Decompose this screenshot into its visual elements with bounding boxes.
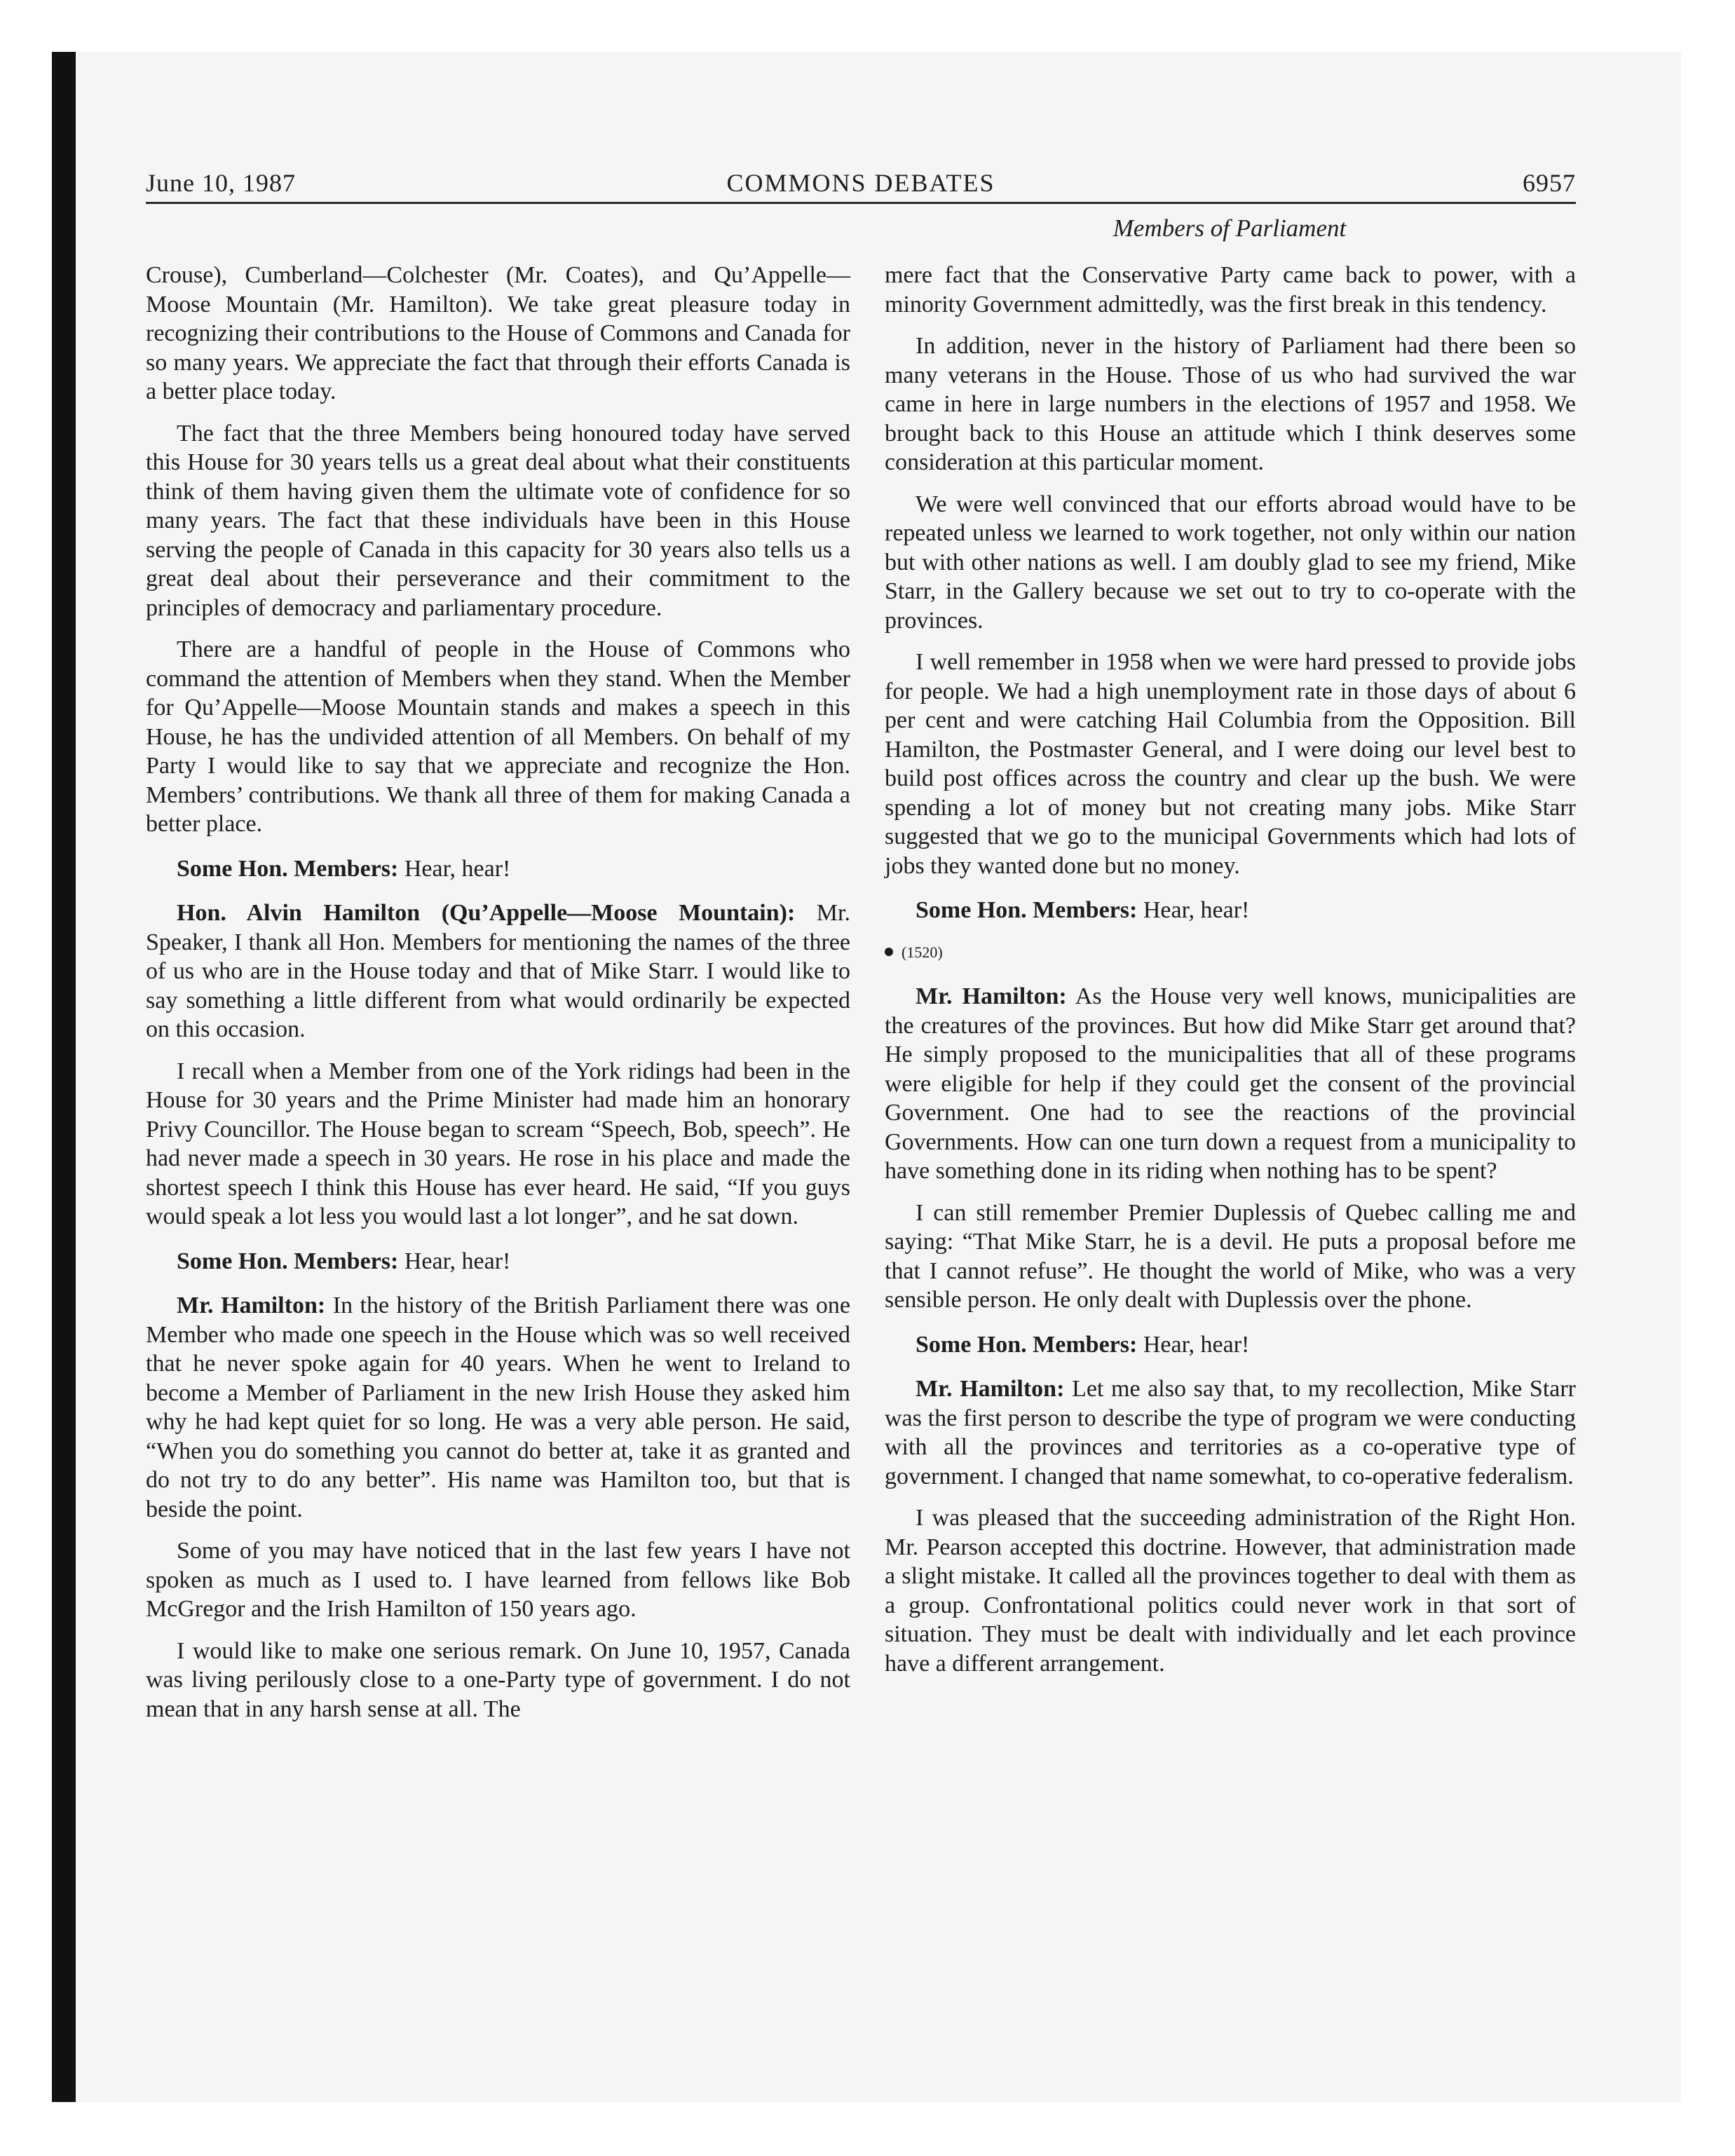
- speaker-name: Mr. Hamilton:: [916, 983, 1067, 1009]
- speech-entry: [885, 982, 1576, 1186]
- speech-text: Hear, hear!: [1137, 897, 1250, 923]
- paragraph: There are a handful of people in the House of Commons who command the attention of Members when they stand. When the Member for Qu’Appelle—Moose Mountain stands and makes a speech in this House, he has the undivided attention of all Members. On behalf of my Party I would like to say that we appreciate and recognize the Hon. Members’ contributions. We thank all three of them for making Canada a better place.: [146, 636, 850, 837]
- left-column: [146, 261, 850, 1736]
- time-marker-text: (1520): [901, 943, 943, 961]
- paragraph: The fact that the three Members being honoured today have served this House for 30 years tells us a great deal about what their constituents think of them having given them the ultimate vote of confidence for so many years. The fact that these individuals have been in this House serving the people of Canada in this capacity for 30 years also tells us a great deal about their perseverance and their commitment to the principles of democracy and parliamentary procedure.: [146, 420, 850, 621]
- header-date: June 10, 1987: [146, 169, 296, 197]
- speech-entry: [146, 1291, 850, 1524]
- speaker-name: Some Hon. Members:: [916, 1331, 1138, 1358]
- paragraph: I would like to make one serious remark. On June 10, 1957, Canada was living perilously close to a one-Party type of government. I do not mean that in any harsh sense at all. The: [146, 1637, 850, 1722]
- paragraph: Some of you may have noticed that in the last few years I have not spoken as much as I used to. I have learned from fellows like Bob McGregor and the Irish Hamilton of 150 years ago.: [146, 1538, 850, 1622]
- speech-entry: [885, 1374, 1576, 1491]
- speaker-name: Some Hon. Members:: [916, 897, 1138, 923]
- speech-entry: [146, 854, 850, 884]
- header-page-number: 6957: [1523, 169, 1576, 197]
- speech-entry: [146, 899, 850, 1044]
- page-header: [146, 168, 1576, 204]
- speech-text: Let me also say that, to my recollection, Mike Starr was the first person to describe the type of program we were conducting with all the provinces and territories as a co-operative type of government. I changed that name somewhat, to co-operative federalism.: [885, 1376, 1576, 1489]
- speech-text: Mr. Speaker, I thank all Hon. Members for mentioning the names of the three of us who are in the House today and that of Mike Starr. I would like to say something a little different from what would ordinarily be expected on this occasion.: [146, 900, 850, 1042]
- scan-edge: [52, 52, 76, 2102]
- speech-entry: [146, 1247, 850, 1276]
- section-subheading: Members of Parliament: [1113, 214, 1347, 242]
- bullet-icon: [885, 948, 893, 956]
- paragraph: mere fact that the Conservative Party came back to power, with a minority Government admittedly, was the first break in this tendency.: [885, 262, 1576, 318]
- speech-entry: [885, 896, 1576, 925]
- paragraph: In addition, never in the history of Parliament had there been so many veterans in the House. Those of us who had survived the war came in here in large numbers in the elections of 1957 and 1958. We brought back to this House an attitude which I think deserves some consideration at this particular moment.: [885, 333, 1576, 475]
- speaker-name: Some Hon. Members:: [177, 1248, 399, 1274]
- header-title: COMMONS DEBATES: [726, 169, 995, 197]
- right-column: [885, 261, 1576, 1691]
- time-marker: [885, 938, 1576, 967]
- speaker-name: Mr. Hamilton:: [916, 1376, 1065, 1402]
- speech-text: Hear, hear!: [398, 1248, 511, 1274]
- paragraph: I recall when a Member from one of the York ridings had been in the House for 30 years and the Prime Minister had made him an honorary Privy Councillor. The House began to scream “Speech, Bob, speech”. He had never made a speech in 30 years. He rose in his place and made the shortest speech I think this House has ever heard. He said, “If you guys would speak a lot less you would last a lot longer”, and he sat down.: [146, 1058, 850, 1229]
- speech-text: In the history of the British Parliament there was one Member who made one speech in the House which was so well received that he never spoke again for 40 years. When he went to Ireland to become a Member of Parliament in the new Irish House they asked him why he had kept quiet for so long. He was a very able person. He said, “When you do something you cannot do better at, take it as granted and do not try to do any better”. His name was Hamilton too, but that is beside the point.: [146, 1292, 850, 1522]
- speech-text: As the House very well knows, municipalities are the creatures of the provinces. But how did Mike Starr get around that? He simply proposed to the municipalities that all of these programs were eligible for help if they could get the consent of the provincial Government. One had to see the reactions of the provincial Governments. How can one turn down a request from a municipality to have something done in its riding when nothing has to be spent?: [885, 983, 1576, 1184]
- speech-entry: [885, 1330, 1576, 1360]
- speaker-name: Hon. Alvin Hamilton (Qu’Appelle—Moose Mountain):: [177, 900, 796, 926]
- speech-text: Hear, hear!: [398, 855, 511, 882]
- paragraph: I can still remember Premier Duplessis of Quebec calling me and saying: “That Mike Starr, he is a devil. He puts a proposal before me that I cannot refuse”. He thought the world of Mike, who was a very sensible person. He only dealt with Duplessis over the phone.: [885, 1199, 1576, 1313]
- speaker-name: Some Hon. Members:: [177, 855, 399, 882]
- paragraph: I was pleased that the succeeding administration of the Right Hon. Mr. Pearson accepted this doctrine. However, that administration made a slight mistake. It called all the provinces together to deal with them as a group. Confrontational politics could never work in that sort of situation. They must be dealt with individually and let each province have a different arrangement.: [885, 1505, 1576, 1677]
- paragraph: I well remember in 1958 when we were hard pressed to provide jobs for people. We had a high unemployment rate in those days of about 6 per cent and were catching Hail Columbia from the Opposition. Bill Hamilton, the Postmaster General, and I were doing our level best to build post offices across the country and clear up the bush. We were spending a lot of money but not creating many jobs. Mike Starr suggested that we go to the municipal Governments which had lots of jobs they wanted done but no money.: [885, 649, 1576, 879]
- speaker-name: Mr. Hamilton:: [177, 1292, 326, 1318]
- paragraph: We were well convinced that our efforts abroad would have to be repeated unless we learned to work together, not only within our nation but with other nations as well. I am doubly glad to see my friend, Mike Starr, in the Gallery because we set out to try to co-operate with the provinces.: [885, 491, 1576, 634]
- paragraph: Crouse), Cumberland—Colchester (Mr. Coates), and Qu’Appelle—Moose Mountain (Mr. Hamilton). We take great pleasure today in recognizing their contributions to the House of Commons and Canada for so many years. We appreciate the fact that through their efforts Canada is a better place today.: [146, 262, 850, 404]
- speech-text: Hear, hear!: [1137, 1331, 1250, 1358]
